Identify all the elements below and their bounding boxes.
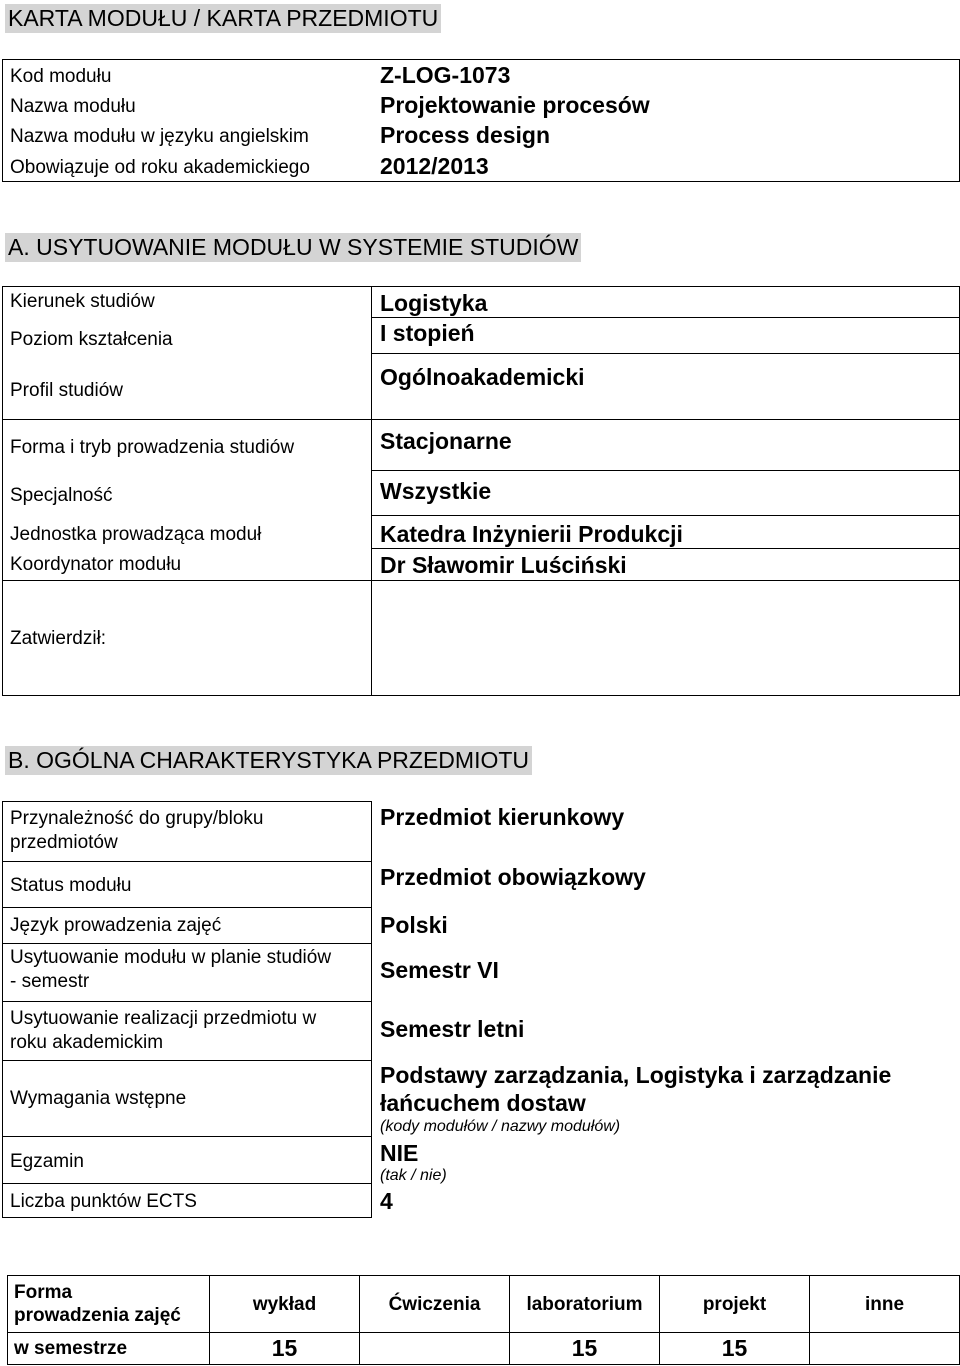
study-profile-value: Ogólnoakademicki	[380, 364, 585, 390]
module-name-value: Projektowanie procesów	[380, 92, 650, 118]
group-label-line2: przedmiotów	[10, 832, 118, 853]
section-a-rule	[2, 419, 371, 420]
section-b-rule	[2, 861, 371, 862]
section-a-divider	[371, 286, 372, 696]
module-code-label: Kod modułu	[10, 66, 112, 87]
prerequisites-value-line2: łańcuchem dostaw	[380, 1090, 586, 1116]
section-a-rule	[371, 317, 960, 318]
education-level-value: I stopień	[380, 320, 475, 346]
section-a-rule	[2, 580, 371, 581]
section-a-rule	[371, 580, 960, 581]
specialty-value: Wszystkie	[380, 478, 492, 504]
group-label	[10, 807, 263, 855]
table-header-laboratory: laboratorium	[509, 1275, 660, 1333]
study-mode-value: Stacjonarne	[380, 428, 512, 454]
section-b-rule	[2, 1060, 371, 1061]
table-cell-exercises	[359, 1332, 510, 1365]
page-title	[5, 4, 441, 33]
section-b-rule	[2, 1001, 371, 1002]
status-label: Status modułu	[10, 875, 132, 896]
semester-placement-label	[10, 946, 331, 994]
table-cell-project: 15	[659, 1332, 810, 1365]
page-title-text: KARTA MODUŁU / KARTA PRZEDMIOTU	[8, 5, 439, 31]
education-level-label: Poziom kształcenia	[10, 329, 173, 350]
section-a-rule	[371, 548, 960, 549]
module-name-en-label: Nazwa modułu w języku angielskim	[10, 126, 309, 147]
section-b-rule	[2, 1217, 371, 1218]
prerequisites-value	[380, 1061, 891, 1117]
study-profile-label: Profil studiów	[10, 380, 123, 401]
prerequisites-label: Wymagania wstępne	[10, 1088, 187, 1109]
section-b-rule	[2, 943, 371, 944]
language-value: Polski	[380, 912, 448, 938]
table-cell-lecture: 15	[209, 1332, 360, 1365]
exam-note: (tak / nie)	[380, 1167, 447, 1184]
field-of-study-label: Kierunek studiów	[10, 291, 155, 312]
field-of-study-value: Logistyka	[380, 290, 488, 316]
table-cell-laboratory: 15	[509, 1332, 660, 1365]
section-b-heading	[5, 746, 532, 775]
semester-placement-label-line1: Usytuowanie modułu w planie studiów	[10, 947, 332, 968]
unit-value: Katedra Inżynierii Produkcji	[380, 521, 683, 547]
table-header-other: inne	[809, 1275, 960, 1333]
section-b-rule	[2, 1183, 371, 1184]
section-a-heading-text: A. USYTUOWANIE MODUŁU W SYSTEMIE STUDIÓW	[8, 234, 579, 260]
group-label-line1: Przynależność do grupy/bloku	[10, 808, 264, 829]
academic-year-placement-label-line2: roku akademickim	[10, 1032, 164, 1053]
section-b-rule	[2, 1136, 371, 1137]
group-value: Przedmiot kierunkowy	[380, 804, 625, 830]
section-a-rule	[371, 470, 960, 471]
ects-value: 4	[380, 1188, 393, 1214]
section-b-left-border	[2, 801, 3, 1218]
table-header-lecture: wykład	[209, 1275, 360, 1333]
prerequisites-value-line1: Podstawy zarządzania, Logistyka i zarządzanie	[380, 1062, 892, 1088]
academic-year-placement-label-line1: Usytuowanie realizacji przedmiotu w	[10, 1008, 317, 1029]
status-value: Przedmiot obowiązkowy	[380, 864, 646, 890]
unit-label: Jednostka prowadząca moduł	[10, 524, 262, 545]
valid-from-value: 2012/2013	[380, 153, 489, 179]
exam-label: Egzamin	[10, 1151, 84, 1172]
table-cell-other	[809, 1332, 960, 1365]
module-name-en-value: Process design	[380, 122, 551, 148]
semester-placement-label-line2: - semestr	[10, 971, 90, 992]
specialty-label: Specjalność	[10, 485, 113, 506]
table-header-form-line2: prowadzenia zajęć	[14, 1305, 181, 1326]
ects-label: Liczba punktów ECTS	[10, 1191, 197, 1212]
language-label: Język prowadzenia zajęć	[10, 915, 222, 936]
table-header-form-line1: Forma	[14, 1282, 73, 1303]
table-header-form-text	[14, 1281, 181, 1327]
semester-placement-value: Semestr VI	[380, 957, 499, 983]
section-a-rule	[371, 353, 960, 354]
module-name-label: Nazwa modułu	[10, 96, 136, 117]
coordinator-value: Dr Sławomir Luściński	[380, 552, 627, 578]
section-b-rule	[2, 801, 371, 802]
module-code-value: Z-LOG-1073	[380, 62, 511, 88]
study-mode-label: Forma i tryb prowadzenia studiów	[10, 437, 295, 458]
table-header-project: projekt	[659, 1275, 810, 1333]
section-a-rule	[371, 515, 960, 516]
approved-by-label: Zatwierdził:	[10, 628, 107, 649]
section-a-rule	[371, 419, 960, 420]
table-header-exercises: Ćwiczenia	[359, 1275, 510, 1333]
exam-value: NIE	[380, 1140, 419, 1166]
coordinator-label: Koordynator modułu	[10, 554, 182, 575]
academic-year-placement-label	[10, 1007, 316, 1055]
table-row-label: w semestrze	[7, 1332, 210, 1365]
section-b-rule	[2, 907, 371, 908]
section-b-divider	[371, 801, 372, 1218]
section-a-heading	[5, 233, 581, 262]
prerequisites-note: (kody modułów / nazwy modułów)	[380, 1118, 621, 1135]
table-header-form	[7, 1275, 210, 1333]
academic-year-placement-value: Semestr letni	[380, 1016, 525, 1042]
valid-from-label: Obowiązuje od roku akademickiego	[10, 157, 310, 178]
section-b-heading-text: B. OGÓLNA CHARAKTERYSTYKA PRZEDMIOTU	[8, 747, 530, 773]
